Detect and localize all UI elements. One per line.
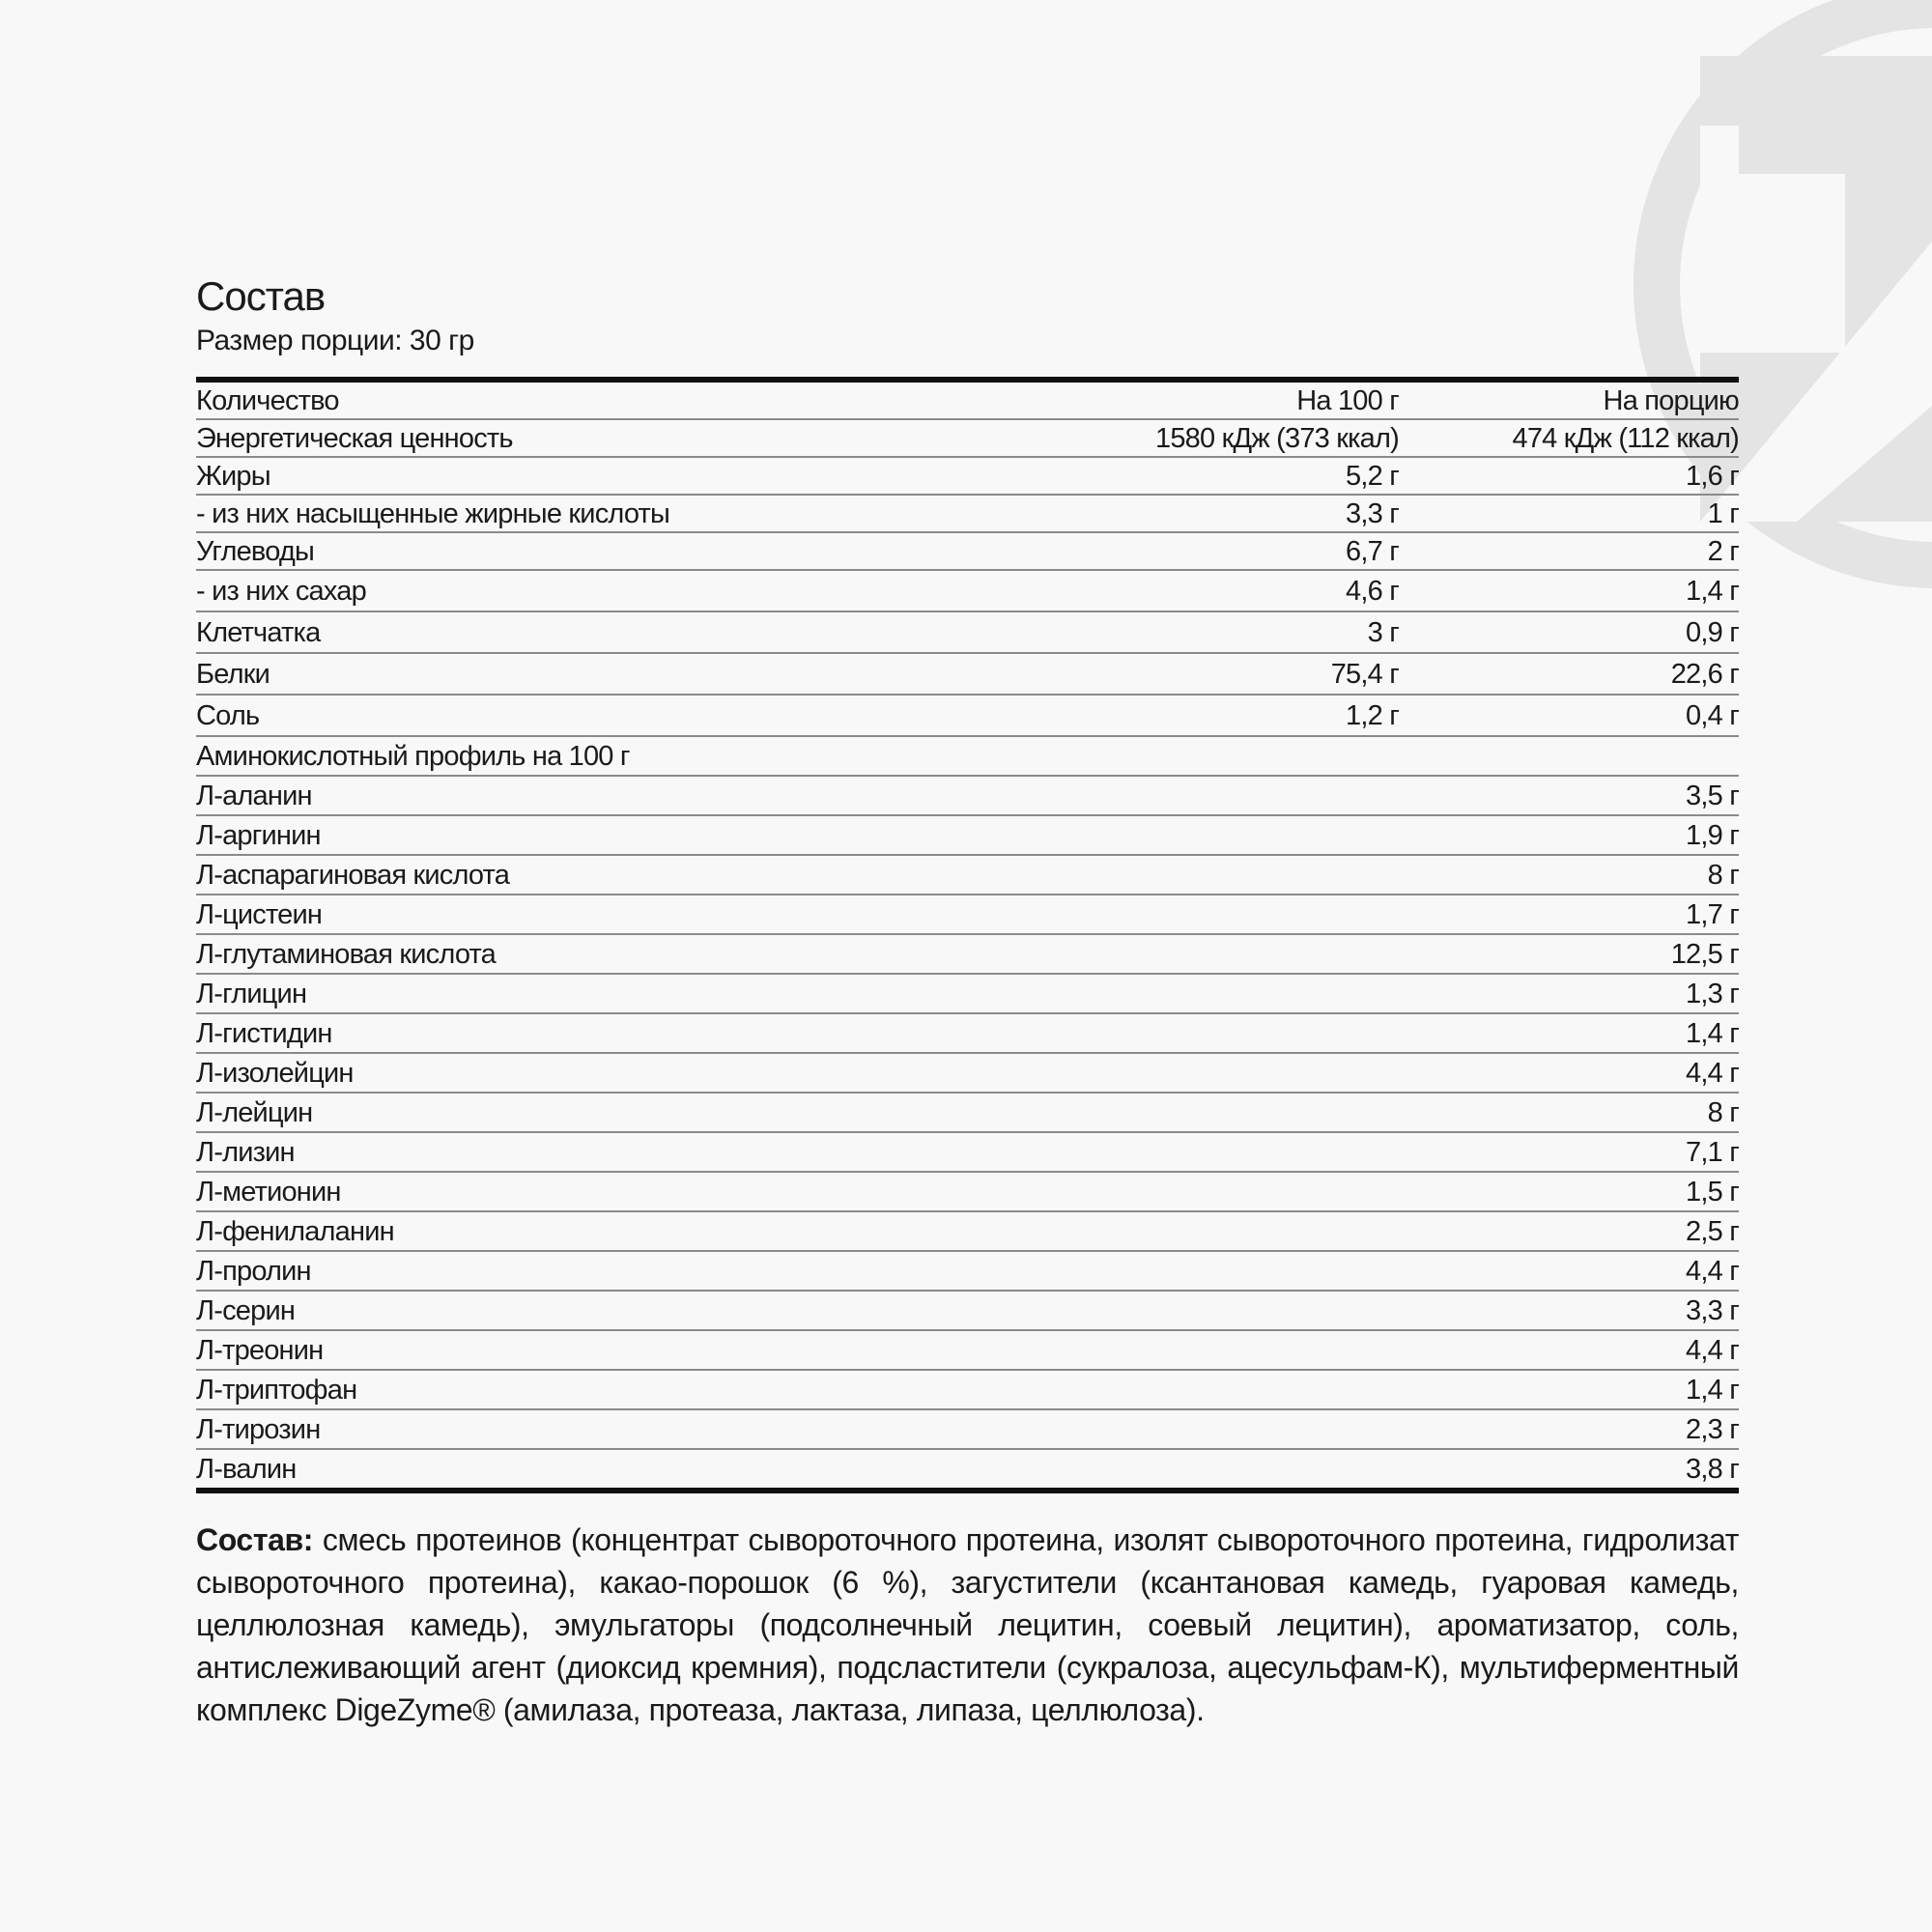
nutrient-name: - из них насыщенные жирные кислоты — [196, 495, 988, 532]
table-row — [196, 1251, 1739, 1291]
table-row — [196, 815, 1739, 855]
table-header-row — [196, 380, 1739, 419]
nutrient-per-100g: 1580 кДж (373 ккал) — [988, 419, 1399, 457]
table-row — [196, 611, 1739, 653]
nutrient-name: Углеводы — [196, 532, 988, 570]
amino-name: Л-гистидин — [196, 1013, 988, 1053]
amino-name: Л-метионин — [196, 1172, 988, 1211]
amino-value: 2,3 г — [1399, 1409, 1739, 1449]
nutrient-name: Энергетическая ценность — [196, 419, 988, 457]
amino-value: 1,4 г — [1399, 1370, 1739, 1409]
amino-name: Л-глицин — [196, 974, 988, 1013]
composition-label: Состав: — [196, 1522, 314, 1557]
amino-value: 4,4 г — [1399, 1330, 1739, 1370]
amino-value: 12,5 г — [1399, 934, 1739, 974]
amino-value: 4,4 г — [1399, 1251, 1739, 1291]
amino-name: Л-изолейцин — [196, 1053, 988, 1093]
nutrient-name: Жиры — [196, 457, 988, 495]
table-row — [196, 1172, 1739, 1211]
table-row — [196, 1449, 1739, 1491]
nutrient-per-portion: 0,9 г — [1399, 611, 1739, 653]
table-row — [196, 653, 1739, 695]
nutrient-name: Белки — [196, 653, 988, 695]
amino-value: 2,5 г — [1399, 1211, 1739, 1251]
amino-name: Л-треонин — [196, 1330, 988, 1370]
table-row — [196, 1132, 1739, 1172]
table-row — [196, 776, 1739, 815]
nutrient-per-100g: 3,3 г — [988, 495, 1399, 532]
table-row — [196, 1093, 1739, 1132]
table-row — [196, 934, 1739, 974]
table-row — [196, 1053, 1739, 1093]
amino-section-header: Аминокислотный профиль на 100 г — [196, 736, 988, 776]
nutrition-table — [196, 377, 1739, 1493]
nutrient-per-portion: 0,4 г — [1399, 695, 1739, 736]
amino-name: Л-глутаминовая кислота — [196, 934, 988, 974]
amino-name: Л-тирозин — [196, 1409, 988, 1449]
table-row — [196, 1330, 1739, 1370]
table-row — [196, 695, 1739, 736]
table-row — [196, 457, 1739, 495]
serving-size: Размер порции: 30 гр — [196, 325, 474, 356]
column-header-quantity: Количество — [196, 380, 988, 419]
amino-value: 4,4 г — [1399, 1053, 1739, 1093]
amino-value: 3,8 г — [1686, 1454, 1739, 1485]
amino-name: Л-пролин — [196, 1251, 988, 1291]
nutrient-per-100g: 6,7 г — [988, 532, 1399, 570]
amino-name: Л-аланин — [196, 776, 988, 815]
table-row — [196, 570, 1739, 611]
amino-name: Л-лизин — [196, 1132, 988, 1172]
page-title: Состав — [196, 273, 326, 319]
column-header-per-100g: На 100 г — [988, 380, 1399, 419]
nutrient-per-100g: 1,2 г — [988, 695, 1399, 736]
amino-name: Л-цистеин — [196, 895, 988, 934]
amino-value: 1,4 г — [1399, 1013, 1739, 1053]
composition-text: смесь протеинов (концентрат сывороточного протеина, изолят сывороточного протеина, гидролизат сывороточного протеина), какао-порошок (6 %), загустители (ксантановая камедь, гуаровая камедь, целлюлозная камедь), эмульгаторы (подсолнечный лецитин, соевый лецитин), ароматизатор, соль, антислеживающий агент (диоксид кремния), подсластители (сукралоза, ацесульфам-К), мультиферментный комплекс DigeZyme® (амилаза, протеаза, лактаза, липаза, целлюлоза). — [196, 1522, 1739, 1727]
amino-name: Л-серин — [196, 1291, 988, 1330]
amino-name: Л-аргинин — [196, 815, 988, 855]
amino-value: 8 г — [1399, 855, 1739, 895]
nutrient-per-portion: 2 г — [1399, 532, 1739, 570]
composition-paragraph — [196, 1519, 1739, 1731]
table-row — [196, 419, 1739, 457]
amino-value: 7,1 г — [1399, 1132, 1739, 1172]
nutrient-per-100g: 4,6 г — [988, 570, 1399, 611]
table-row — [196, 1409, 1739, 1449]
amino-value: 8 г — [1399, 1093, 1739, 1132]
amino-name: Л-валин — [196, 1454, 297, 1485]
amino-value: 1,3 г — [1399, 974, 1739, 1013]
amino-value: 1,9 г — [1399, 815, 1739, 855]
nutrient-per-100g: 5,2 г — [988, 457, 1399, 495]
amino-name: Л-триптофан — [196, 1370, 988, 1409]
nutrient-name: Клетчатка — [196, 611, 988, 653]
amino-name: Л-фенилаланин — [196, 1211, 988, 1251]
table-row — [196, 1370, 1739, 1409]
nutrient-name: Соль — [196, 695, 988, 736]
nutrient-per-100g: 3 г — [988, 611, 1399, 653]
table-row — [196, 495, 1739, 532]
table-row — [196, 1013, 1739, 1053]
amino-value: 3,3 г — [1399, 1291, 1739, 1330]
table-row — [196, 1211, 1739, 1251]
amino-value: 1,5 г — [1399, 1172, 1739, 1211]
table-row — [196, 855, 1739, 895]
amino-section-header-row — [196, 736, 1739, 776]
column-header-per-portion: На порцию — [1399, 380, 1739, 419]
nutrient-per-portion: 1,4 г — [1399, 570, 1739, 611]
nutrient-per-portion: 474 кДж (112 ккал) — [1399, 419, 1739, 457]
table-row — [196, 895, 1739, 934]
table-row — [196, 1291, 1739, 1330]
amino-value: 1,7 г — [1399, 895, 1739, 934]
nutrient-per-portion: 1 г — [1399, 495, 1739, 532]
amino-name: Л-аспарагиновая кислота — [196, 855, 988, 895]
amino-value: 3,5 г — [1399, 776, 1739, 815]
nutrient-name: - из них сахар — [196, 570, 988, 611]
table-row — [196, 532, 1739, 570]
nutrient-per-portion: 22,6 г — [1399, 653, 1739, 695]
table-row — [196, 974, 1739, 1013]
nutrient-per-100g: 75,4 г — [988, 653, 1399, 695]
amino-name: Л-лейцин — [196, 1093, 988, 1132]
nutrient-per-portion: 1,6 г — [1399, 457, 1739, 495]
